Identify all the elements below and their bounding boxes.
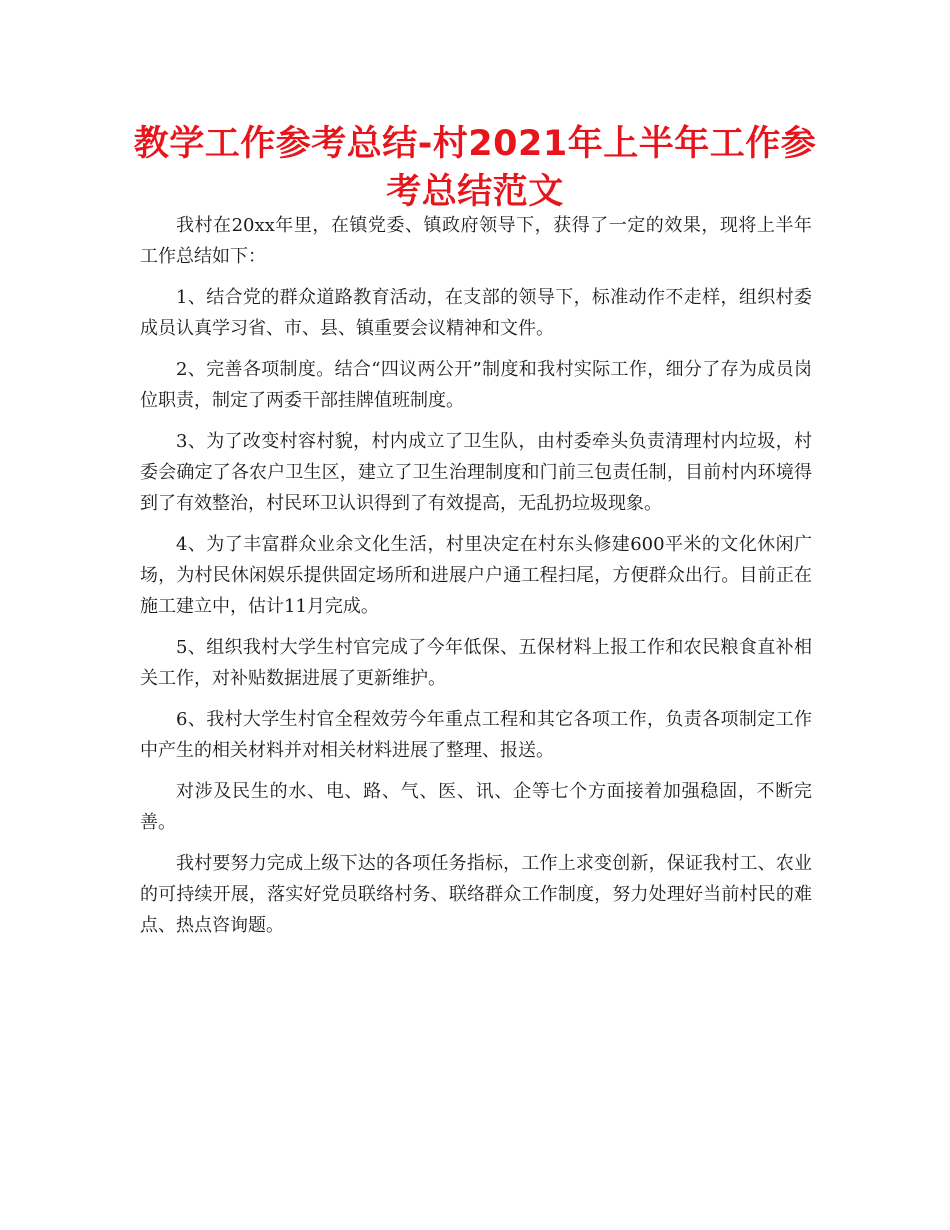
paragraph-item-3: 3、为了改变村容村貌，村内成立了卫生队，由村委牵头负责清理村内垃圾，村委会确定了各农户卫生区，建立了卫生治理制度和门前三包责任制，目前村内环境得到了有效整治，村民环卫认识得到了有效提高，无乱扔垃圾现象。: [140, 431, 812, 514]
paragraph-conclusion: 我村要努力完成上级下达的各项任务指标，工作上求变创新，保证我村工、农业的可持续开展，落实好党员联络村务、联络群众工作制度，努力处理好当前村民的难点、热点咨询题。: [140, 853, 812, 936]
paragraph-item-5: 5、组织我村大学生村官完成了今年低保、五保材料上报工作和农民粮食直补相关工作，对补贴数据进展了更新维护。: [140, 637, 812, 689]
paragraph-livelihood: 对涉及民生的水、电、路、气、医、讯、企等七个方面接着加强稳固，不断完善。: [140, 781, 812, 833]
document-body: [140, 210, 812, 951]
document-title: 教学工作参考总结-村2021年上半年工作参考总结范文: [133, 124, 817, 212]
paragraph-item-4: 4、为了丰富群众业余文化生活，村里决定在村东头修建600平米的文化休闲广场，为村民休闲娱乐提供固定场所和进展户户通工程扫尾，方便群众出行。目前正在施工建立中，估计11月完成。: [140, 534, 812, 617]
paragraph-item-6: 6、我村大学生村官全程效劳今年重点工程和其它各项工作，负责各项制定工作中产生的相关材料并对相关材料进展了整理、报送。: [140, 709, 812, 761]
paragraph-item-2: 2、完善各项制度。结合“四议两公开”制度和我村实际工作，细分了存为成员岗位职责，制定了两委干部挂牌值班制度。: [140, 359, 812, 411]
paragraph-item-1: 1、结合党的群众道路教育活动，在支部的领导下，标准动作不走样，组织村委成员认真学习省、市、县、镇重要会议精神和文件。: [140, 287, 812, 339]
paragraph-intro: 我村在20xx年里，在镇党委、镇政府领导下，获得了一定的效果，现将上半年工作总结如下：: [140, 215, 812, 267]
